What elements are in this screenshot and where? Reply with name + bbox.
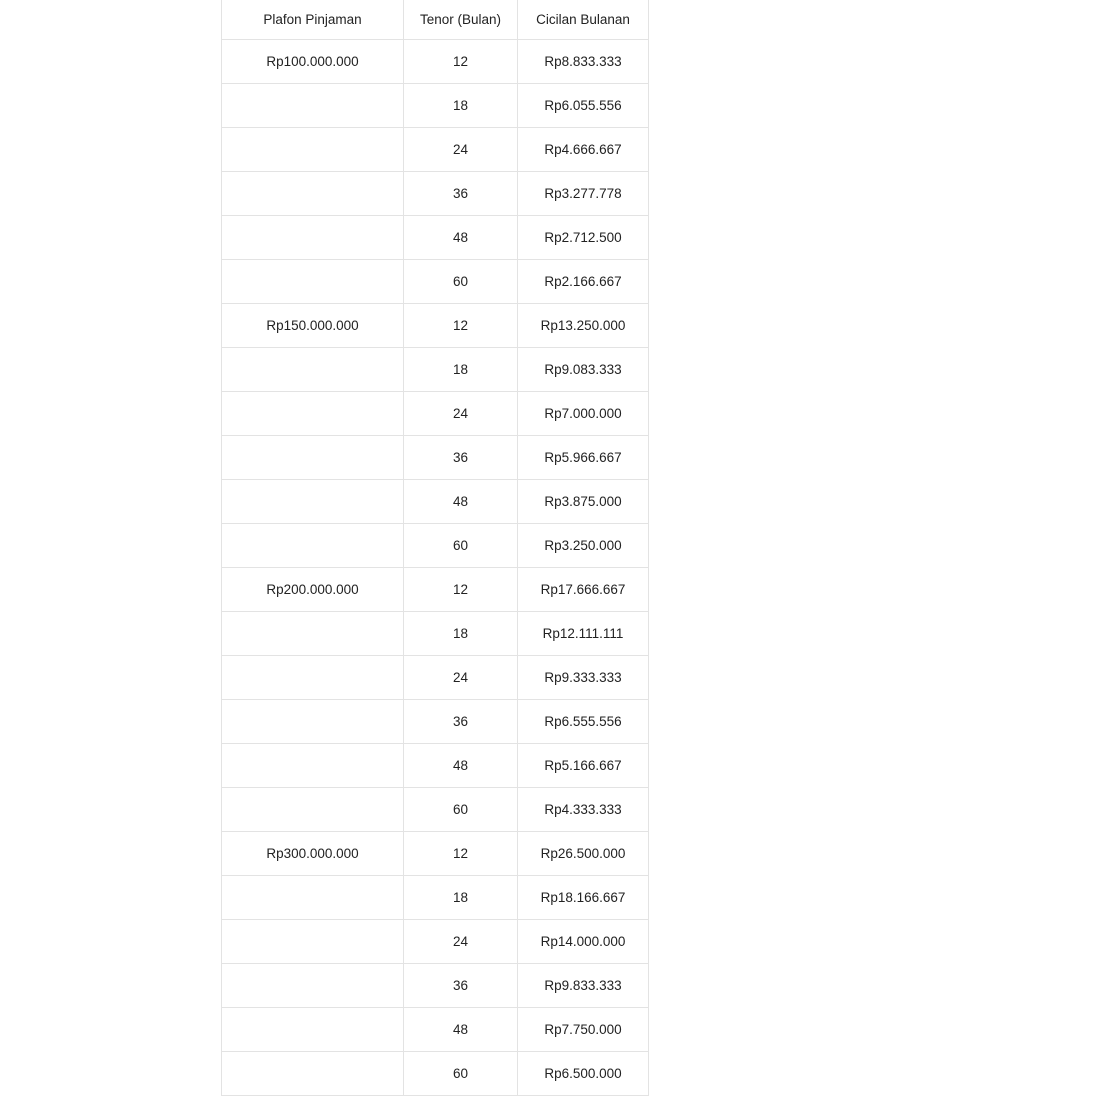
header-row xyxy=(222,0,649,40)
loan-ceiling-cell xyxy=(222,1052,404,1096)
tenor-cell: 12 xyxy=(404,304,518,348)
table-row xyxy=(222,744,649,788)
table-row xyxy=(222,612,649,656)
tenor-cell: 48 xyxy=(404,216,518,260)
monthly-installment-cell: Rp8.833.333 xyxy=(518,40,649,84)
table-row xyxy=(222,1052,649,1096)
header-monthly-installment: Cicilan Bulanan xyxy=(518,0,649,40)
table-row xyxy=(222,656,649,700)
loan-installment-table xyxy=(221,0,649,1096)
monthly-installment-cell: Rp17.666.667 xyxy=(518,568,649,612)
monthly-installment-cell: Rp6.555.556 xyxy=(518,700,649,744)
loan-ceiling-cell xyxy=(222,392,404,436)
table-body xyxy=(222,40,649,1096)
table-row xyxy=(222,832,649,876)
table-row xyxy=(222,304,649,348)
monthly-installment-cell: Rp4.333.333 xyxy=(518,788,649,832)
monthly-installment-cell: Rp26.500.000 xyxy=(518,832,649,876)
tenor-cell: 18 xyxy=(404,876,518,920)
table-header xyxy=(222,0,649,40)
monthly-installment-cell: Rp9.083.333 xyxy=(518,348,649,392)
monthly-installment-cell: Rp6.055.556 xyxy=(518,84,649,128)
table-row xyxy=(222,480,649,524)
monthly-installment-cell: Rp12.111.111 xyxy=(518,612,649,656)
tenor-cell: 24 xyxy=(404,656,518,700)
table-row xyxy=(222,920,649,964)
tenor-cell: 60 xyxy=(404,524,518,568)
header-tenor: Tenor (Bulan) xyxy=(404,0,518,40)
tenor-cell: 24 xyxy=(404,920,518,964)
loan-ceiling-cell xyxy=(222,788,404,832)
table-row xyxy=(222,524,649,568)
monthly-installment-cell: Rp14.000.000 xyxy=(518,920,649,964)
monthly-installment-cell: Rp6.500.000 xyxy=(518,1052,649,1096)
tenor-cell: 60 xyxy=(404,788,518,832)
tenor-cell: 36 xyxy=(404,700,518,744)
monthly-installment-cell: Rp3.250.000 xyxy=(518,524,649,568)
tenor-cell: 48 xyxy=(404,480,518,524)
monthly-installment-cell: Rp9.333.333 xyxy=(518,656,649,700)
monthly-installment-cell: Rp2.166.667 xyxy=(518,260,649,304)
loan-ceiling-cell xyxy=(222,128,404,172)
tenor-cell: 18 xyxy=(404,612,518,656)
tenor-cell: 18 xyxy=(404,84,518,128)
loan-ceiling-cell xyxy=(222,876,404,920)
tenor-cell: 18 xyxy=(404,348,518,392)
loan-ceiling-cell xyxy=(222,216,404,260)
monthly-installment-cell: Rp5.966.667 xyxy=(518,436,649,480)
loan-ceiling-cell xyxy=(222,480,404,524)
loan-ceiling-cell xyxy=(222,436,404,480)
tenor-cell: 48 xyxy=(404,744,518,788)
monthly-installment-cell: Rp13.250.000 xyxy=(518,304,649,348)
tenor-cell: 36 xyxy=(404,172,518,216)
loan-ceiling-cell xyxy=(222,656,404,700)
loan-ceiling-cell xyxy=(222,348,404,392)
table-row xyxy=(222,964,649,1008)
loan-installment-table-container xyxy=(221,0,649,1096)
loan-ceiling-cell: Rp150.000.000 xyxy=(222,304,404,348)
table-row xyxy=(222,128,649,172)
monthly-installment-cell: Rp4.666.667 xyxy=(518,128,649,172)
table-row xyxy=(222,700,649,744)
table-row xyxy=(222,216,649,260)
loan-ceiling-cell xyxy=(222,1008,404,1052)
table-row xyxy=(222,348,649,392)
table-row xyxy=(222,876,649,920)
monthly-installment-cell: Rp3.277.778 xyxy=(518,172,649,216)
table-row xyxy=(222,788,649,832)
monthly-installment-cell: Rp18.166.667 xyxy=(518,876,649,920)
tenor-cell: 36 xyxy=(404,964,518,1008)
tenor-cell: 24 xyxy=(404,392,518,436)
monthly-installment-cell: Rp3.875.000 xyxy=(518,480,649,524)
loan-ceiling-cell xyxy=(222,260,404,304)
loan-ceiling-cell xyxy=(222,964,404,1008)
tenor-cell: 36 xyxy=(404,436,518,480)
loan-ceiling-cell xyxy=(222,612,404,656)
loan-ceiling-cell xyxy=(222,84,404,128)
table-row xyxy=(222,568,649,612)
loan-ceiling-cell: Rp200.000.000 xyxy=(222,568,404,612)
header-loan-ceiling: Plafon Pinjaman xyxy=(222,0,404,40)
monthly-installment-cell: Rp7.750.000 xyxy=(518,1008,649,1052)
loan-ceiling-cell xyxy=(222,700,404,744)
loan-ceiling-cell xyxy=(222,172,404,216)
tenor-cell: 12 xyxy=(404,40,518,84)
monthly-installment-cell: Rp5.166.667 xyxy=(518,744,649,788)
table-row xyxy=(222,1008,649,1052)
tenor-cell: 48 xyxy=(404,1008,518,1052)
loan-ceiling-cell: Rp300.000.000 xyxy=(222,832,404,876)
loan-ceiling-cell xyxy=(222,524,404,568)
monthly-installment-cell: Rp2.712.500 xyxy=(518,216,649,260)
loan-ceiling-cell xyxy=(222,744,404,788)
table-row xyxy=(222,172,649,216)
table-row xyxy=(222,392,649,436)
tenor-cell: 12 xyxy=(404,568,518,612)
loan-ceiling-cell xyxy=(222,920,404,964)
tenor-cell: 12 xyxy=(404,832,518,876)
loan-ceiling-cell: Rp100.000.000 xyxy=(222,40,404,84)
table-row xyxy=(222,260,649,304)
tenor-cell: 24 xyxy=(404,128,518,172)
monthly-installment-cell: Rp7.000.000 xyxy=(518,392,649,436)
monthly-installment-cell: Rp9.833.333 xyxy=(518,964,649,1008)
table-row xyxy=(222,436,649,480)
tenor-cell: 60 xyxy=(404,1052,518,1096)
table-row xyxy=(222,84,649,128)
tenor-cell: 60 xyxy=(404,260,518,304)
table-row xyxy=(222,40,649,84)
